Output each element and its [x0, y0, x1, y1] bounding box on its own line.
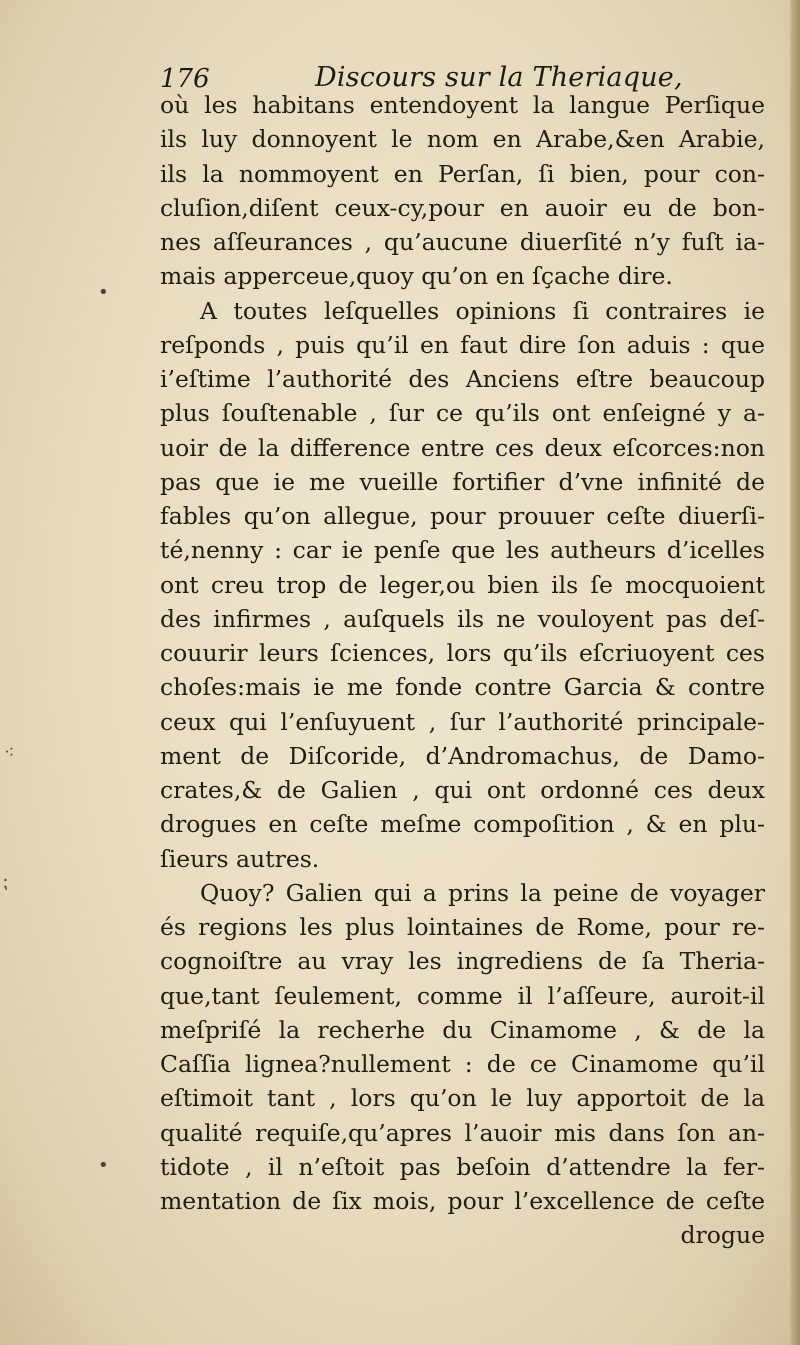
paragraph-start-line: A toutes leſquelles opinions ſi contraires ie [200, 296, 765, 325]
margin-smudge-mark: ⁖ [4, 742, 15, 763]
text-line: meſpriſé la recherhe du Cinamome , & de la [160, 1015, 765, 1044]
text-line: couurir leurs ſciences, lors qu’ils eſcriuoyent ces [160, 639, 765, 667]
text-line: ont creu trop de leger,ou bien ils ſe mocquoient [160, 570, 765, 599]
text-line: reſponds , puis qu’il en faut dire ſon aduis : que [160, 330, 765, 359]
text-line: mais apperceue,quoy qu’on en ſçache dire. [160, 262, 673, 291]
text-line: eſtimoit tant , lors qu’on le luy apportoit de la [160, 1084, 765, 1113]
text-line: où les habitans entendoyent la langue Perſique [160, 91, 765, 119]
text-line: nes aſſeurances , qu’aucune diuerſité n’y fuſt ia- [160, 228, 765, 256]
page-number: 176 [160, 64, 210, 94]
text-line: Caſſia lignea?nullement : de ce Cinamome qu’il [160, 1050, 765, 1078]
margin-smudge-mark: ⁏ [2, 872, 9, 893]
catchword-line: drogue [680, 1221, 765, 1250]
text-line: cluſion,diſent ceux-cy,pour en auoir eu de bon- [160, 193, 765, 222]
text-line: és regions les plus lointaines de Rome, pour re- [160, 913, 765, 941]
text-line: ils la nommoyent en Perſan, ſi bien, pour con- [160, 159, 765, 188]
text-line: uoir de la difference entre ces deux eſcorces:non [160, 433, 765, 462]
text-line: pas que ie me vueille fortifier d’vne infinité de [160, 467, 765, 496]
text-line: ſieurs autres. [160, 844, 320, 873]
body-text [160, 88, 765, 1253]
text-line: choſes:mais ie me fonde contre Garcia & contre [160, 673, 765, 702]
text-line: crates,& de Galien , qui ont ordonné ces deux [160, 776, 765, 804]
text-line: mentation de ſix mois, pour l’excellence de ceſte [160, 1187, 765, 1215]
text-line: que,tant ſeulement, comme il l’aſſeure, auroit-il [160, 981, 765, 1010]
margin-dot-mark: • [98, 282, 109, 303]
text-line: i’eſtime l’authorité des Anciens eſtre beaucoup [160, 365, 765, 393]
paragraph-start-line: Quoy? Galien qui a prins la peine de voyager [200, 878, 765, 907]
text-line: ceux qui l’enſuyuent , ſur l’authorité principale- [160, 707, 765, 736]
text-line: tidote , il n’eſtoit pas beſoin d’attendre la fer- [160, 1152, 765, 1181]
text-line: des infirmes , auſquels ils ne vouloyent pas deſ- [160, 604, 765, 633]
text-line: ment de Diſcoride, d’Andromachus, de Damo- [160, 741, 765, 770]
margin-dot-mark: • [98, 1155, 109, 1176]
running-title: Discours sur la Theriaque, [315, 62, 683, 93]
text-line: qualité requiſe,qu’apres l’auoir mis dans ſon an- [160, 1118, 765, 1147]
text-line: plus ſouſtenable , ſur ce qu’ils ont enſeigné y a- [160, 399, 765, 428]
text-line: cognoiſtre au vray les ingrediens de ſa Theria- [160, 947, 765, 976]
text-line: drogues en ceſte meſme compoſition , & en plu- [160, 810, 765, 839]
page-edge [790, 0, 800, 1345]
text-line: ils luy donnoyent le nom en Arabe,&en Arabie, [160, 125, 765, 154]
text-line: té,nenny : car ie penſe que les autheurs d’icelles [160, 536, 765, 565]
text-line: fables qu’on allegue, pour prouuer ceſte diuerſi- [160, 502, 765, 530]
